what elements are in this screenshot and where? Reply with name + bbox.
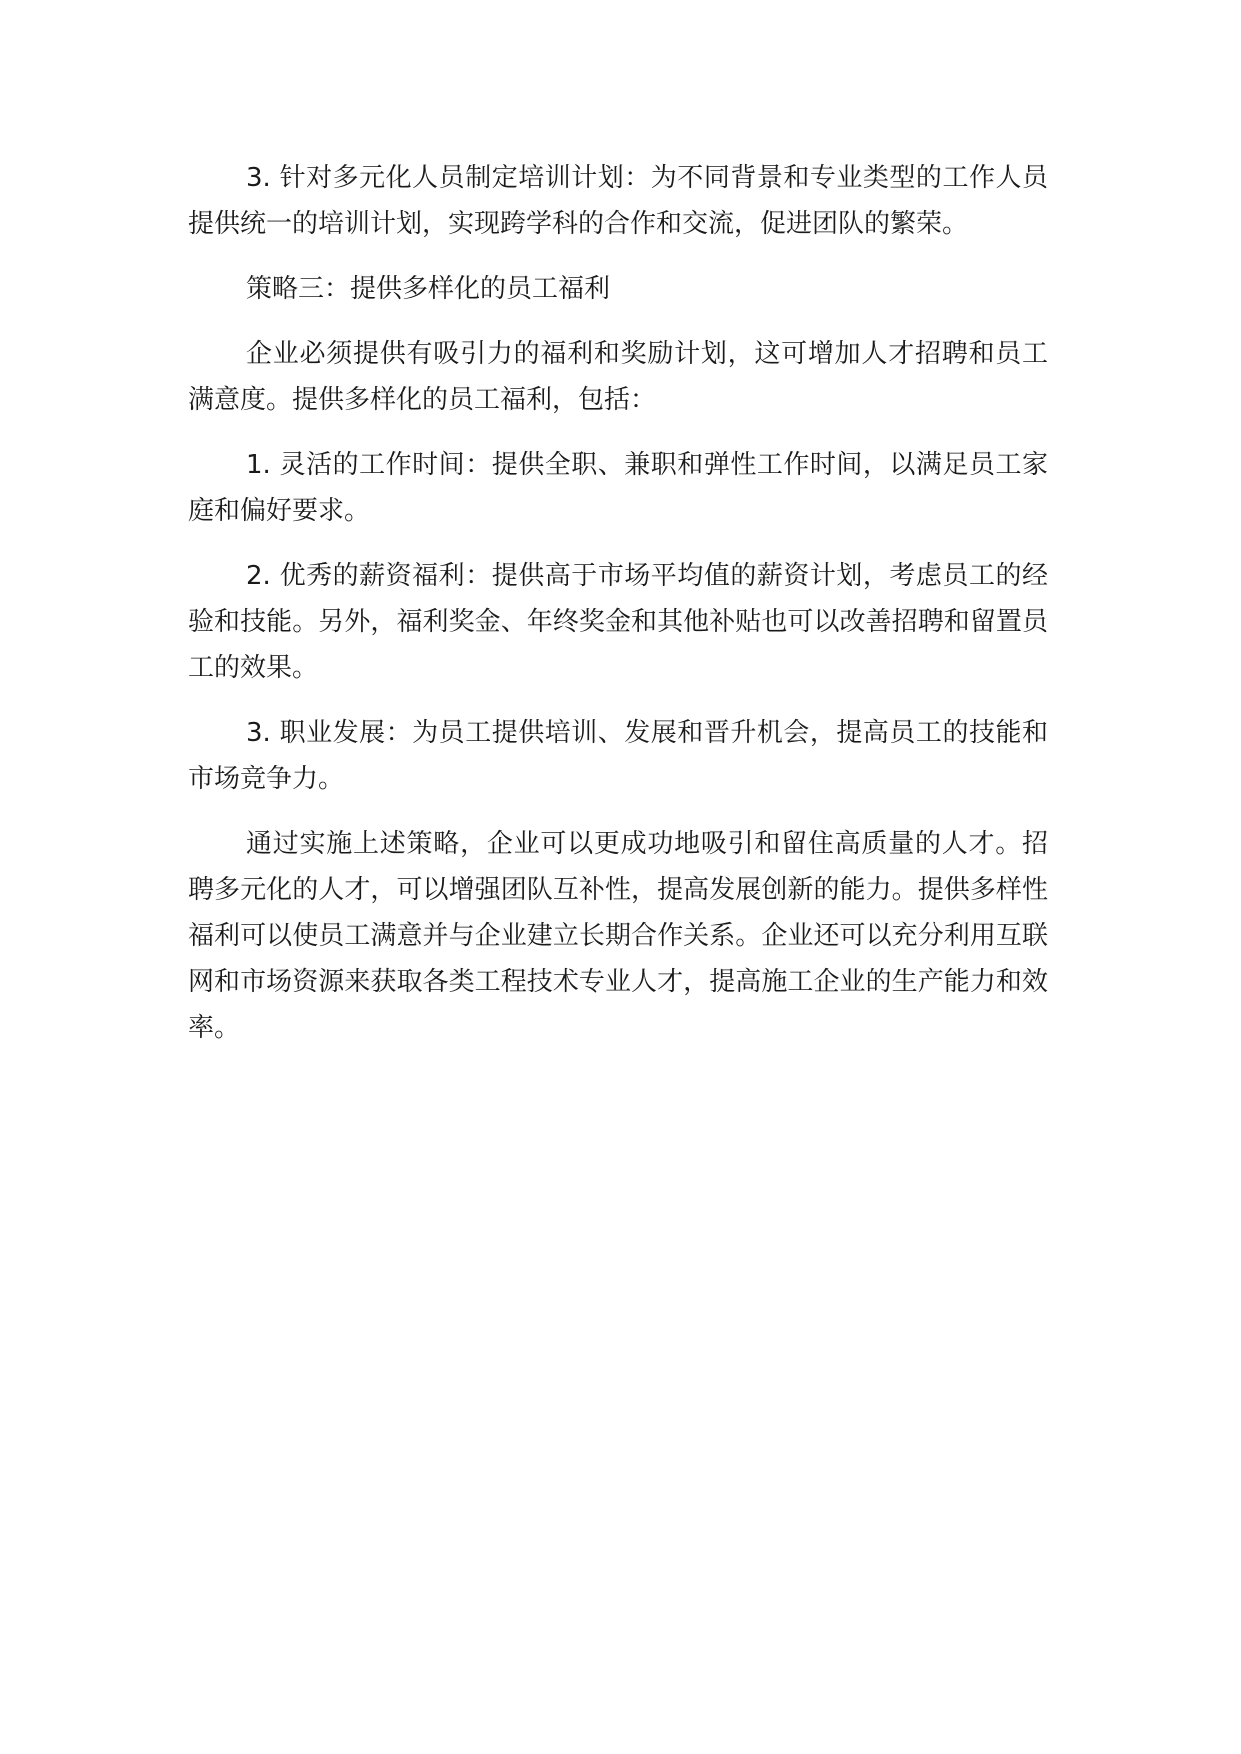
list-item-career-development: 3. 职业发展：为员工提供培训、发展和晋升机会，提高员工的技能和市场竞争力。 — [188, 718, 1048, 794]
paragraph-benefits-intro: 企业必须提供有吸引力的福利和奖励计划，这可增加人才招聘和员工满意度。提供多样化的员工福利，包括： — [188, 339, 1048, 415]
section-heading-strategy-three: 策略三：提供多样化的员工福利 — [246, 274, 611, 304]
paragraph-conclusion: 通过实施上述策略，企业可以更成功地吸引和留住高质量的人才。招聘多元化的人才，可以增强团队互补性，提高发展创新的能力。提供多样性福利可以使员工满意并与企业建立长期合作关系。企业还可以充分利用互联网和市场资源来获取各类工程技术专业人才，提高施工企业的生产能力和效率。 — [188, 829, 1048, 1043]
list-item-salary-benefits: 2. 优秀的薪资福利：提供高于市场平均值的薪资计划，考虑员工的经验和技能。另外，福利奖金、年终奖金和其他补贴也可以改善招聘和留置员工的效果。 — [188, 561, 1048, 683]
paragraph-training-plan: 3. 针对多元化人员制定培训计划：为不同背景和专业类型的工作人员提供统一的培训计划，实现跨学科的合作和交流，促进团队的繁荣。 — [188, 163, 1048, 239]
document-body — [188, 155, 1048, 1070]
list-item-flexible-hours: 1. 灵活的工作时间：提供全职、兼职和弹性工作时间，以满足员工家庭和偏好要求。 — [188, 450, 1048, 526]
